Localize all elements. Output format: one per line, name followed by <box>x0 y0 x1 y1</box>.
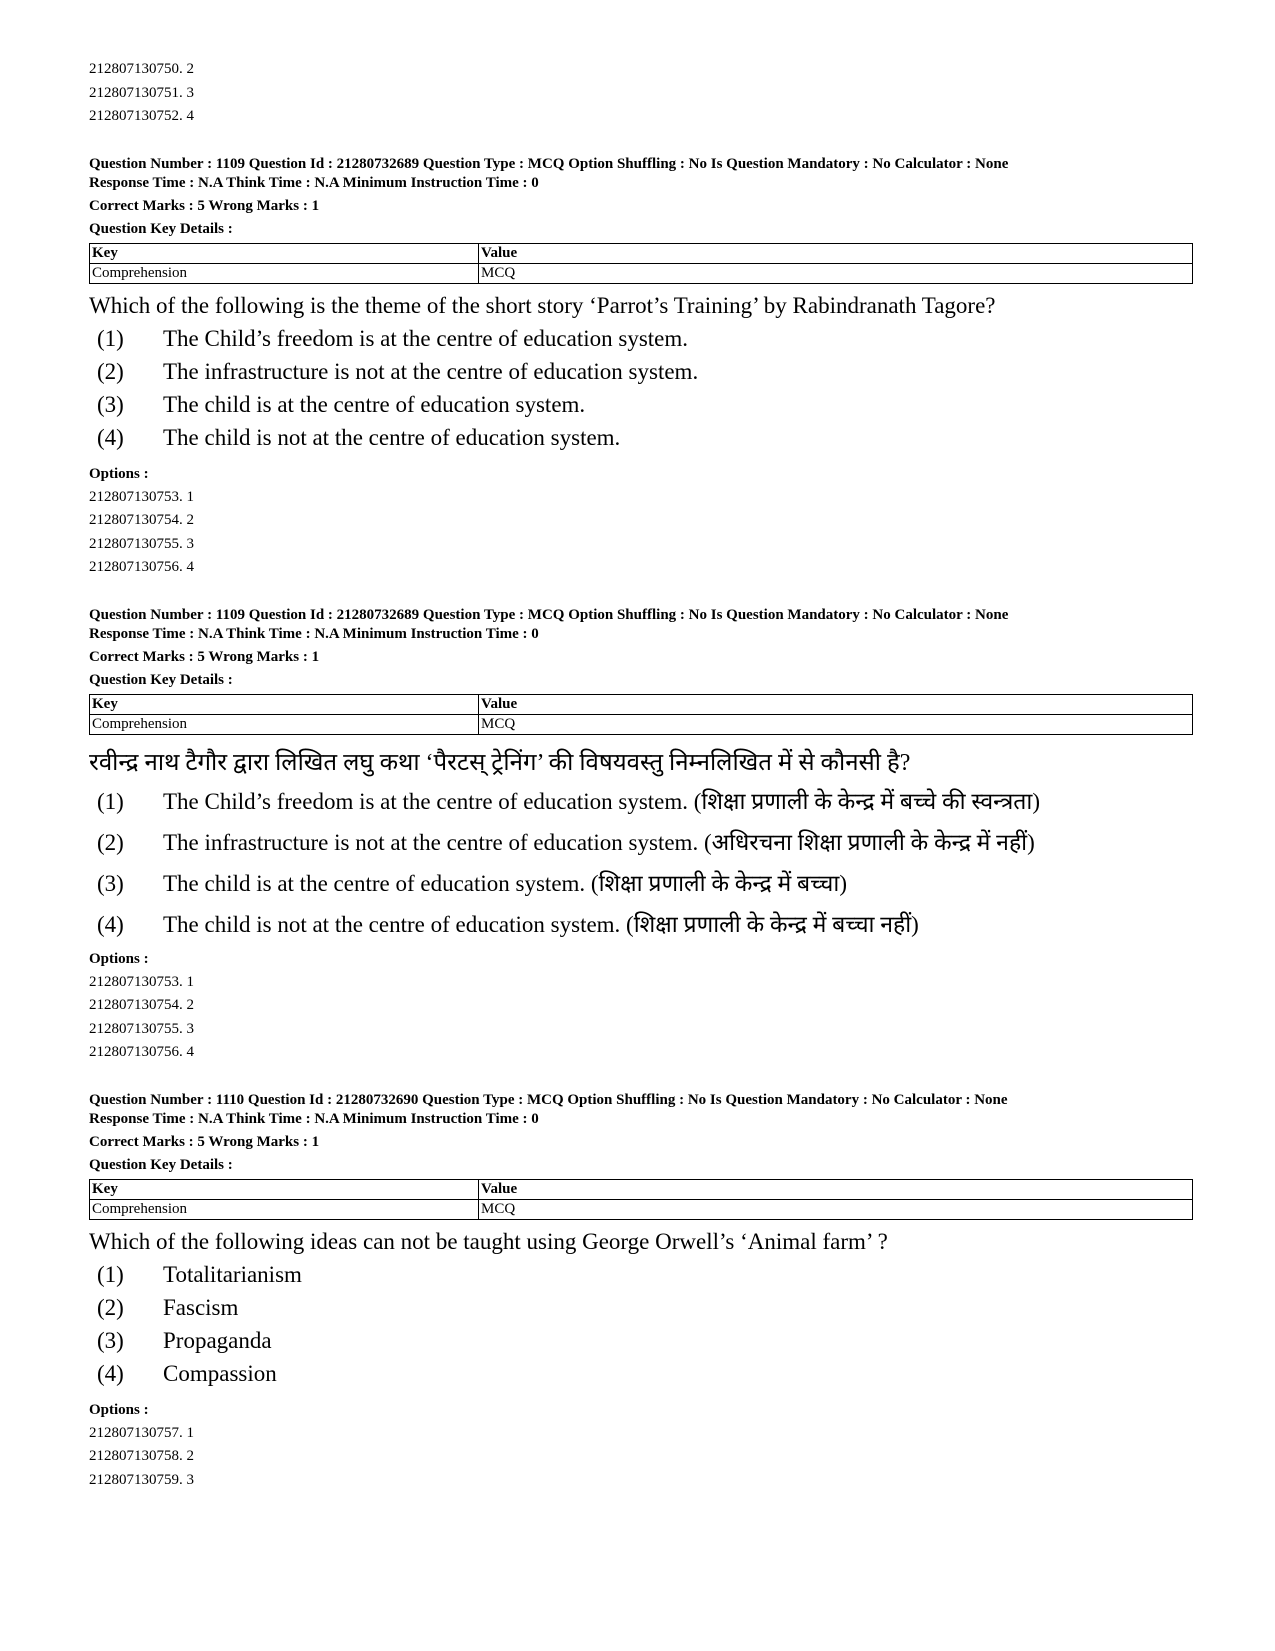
choice-number: (2) <box>97 829 124 855</box>
option-id: 212807130753. 1 <box>89 973 194 990</box>
choice-number: (1) <box>97 325 124 351</box>
option-id: 212807130757. 1 <box>89 1424 194 1441</box>
question-meta: Question Number : 1109 Question Id : 21280732689 Question Type : MCQ Option Shuffling : No Is Question Mandatory : No Calculator : None <box>89 606 1009 623</box>
question-meta: Question Number : 1109 Question Id : 21280732689 Question Type : MCQ Option Shuffling : No Is Question Mandatory : No Calculator : None <box>89 155 1009 172</box>
option-id: 212807130755. 3 <box>89 1020 194 1037</box>
choice-item <box>89 781 1199 822</box>
choice-text: The Child’s freedom is at the centre of education system. <box>163 325 689 351</box>
key-details-table <box>89 694 1193 735</box>
table-header-value: Value <box>479 243 1193 263</box>
option-id: 212807130752. 4 <box>89 108 194 124</box>
choice-number: (1) <box>97 788 124 814</box>
choice-text: Totalitarianism <box>163 1261 302 1287</box>
key-details-label: Question Key Details : <box>89 220 233 237</box>
choice-item <box>89 1357 1199 1390</box>
table-cell-key: Comprehension <box>90 263 479 283</box>
option-id: 212807130756. 4 <box>89 559 194 575</box>
option-id: 212807130759. 3 <box>89 1471 194 1488</box>
key-details-label: Question Key Details : <box>89 671 233 688</box>
question-text: Which of the following is the theme of the short story ‘Parrot’s Training’ by Rabindranath Tagore? <box>89 292 996 318</box>
choice-text: The child is at the centre of education system. <box>163 391 586 417</box>
choice-item <box>89 863 1199 904</box>
options-label: Options : <box>89 1401 149 1418</box>
choice-text: Fascism <box>163 1294 239 1320</box>
key-details-table <box>89 1179 1193 1220</box>
choice-text: The infrastructure is not at the centre of education system. (अधिरचना शिक्षा प्रणाली के केन्द्र में नहीं) <box>163 829 1035 855</box>
choice-text: The infrastructure is not at the centre of education system. <box>163 358 699 384</box>
choice-number: (4) <box>97 424 124 450</box>
option-id: 212807130751. 3 <box>89 84 194 101</box>
table-header-key: Key <box>90 694 479 714</box>
document-page <box>89 58 1199 1492</box>
question-marks: Correct Marks : 5 Wrong Marks : 1 <box>89 1133 320 1150</box>
table-cell-key: Comprehension <box>90 1199 479 1219</box>
question-block <box>89 1091 1199 1493</box>
choice-text: Compassion <box>163 1360 277 1386</box>
choice-number: (2) <box>97 1294 124 1320</box>
choice-item <box>89 322 1199 355</box>
table-header-key: Key <box>90 1179 479 1199</box>
key-details-label: Question Key Details : <box>89 1156 233 1173</box>
question-text: रवीन्द्र नाथ टैगौर द्वारा लिखित लघु कथा ‘पैरटस् ट्रेनिंग’ की विषयवस्तु निम्नलिखित में से कौनसी है? <box>89 749 911 776</box>
choice-item <box>89 388 1199 421</box>
choice-number: (4) <box>97 911 124 937</box>
choice-item <box>89 1324 1199 1357</box>
question-body <box>89 745 1199 945</box>
choice-number: (3) <box>97 1327 124 1353</box>
question-text: Which of the following ideas can not be taught using George Orwell’s ‘Animal farm’ ? <box>89 1228 888 1254</box>
question-marks: Correct Marks : 5 Wrong Marks : 1 <box>89 197 320 214</box>
question-block <box>89 606 1199 1065</box>
table-header-key: Key <box>90 243 479 263</box>
option-id: 212807130753. 1 <box>89 488 194 505</box>
option-id: 212807130758. 2 <box>89 1448 194 1464</box>
option-id: 212807130755. 3 <box>89 535 194 552</box>
question-meta: Question Number : 1110 Question Id : 21280732690 Question Type : MCQ Option Shuffling : No Is Question Mandatory : No Calculator : None <box>89 1091 1008 1108</box>
choice-item <box>89 904 1199 945</box>
table-header-value: Value <box>479 694 1193 714</box>
choice-text: The child is not at the centre of education system. (शिक्षा प्रणाली के केन्द्र में बच्चा नहीं) <box>163 911 919 937</box>
choice-item <box>89 1258 1199 1291</box>
choice-number: (3) <box>97 391 124 417</box>
option-id: 212807130756. 4 <box>89 1044 194 1060</box>
question-marks: Correct Marks : 5 Wrong Marks : 1 <box>89 648 320 665</box>
options-label: Options : <box>89 950 149 967</box>
key-details-table <box>89 243 1193 284</box>
choice-text: The child is at the centre of education system. (शिक्षा प्रणाली के केन्द्र में बच्चा) <box>163 870 848 896</box>
choice-item <box>89 355 1199 388</box>
question-timing: Response Time : N.A Think Time : N.A Minimum Instruction Time : 0 <box>89 625 539 642</box>
choice-text: Propaganda <box>163 1327 272 1353</box>
choice-item <box>89 421 1199 454</box>
table-cell-value: MCQ <box>479 263 1193 283</box>
top-option-list <box>89 58 1199 129</box>
choice-text: The child is not at the centre of education system. <box>163 424 621 450</box>
option-id: 212807130750. 2 <box>89 61 194 77</box>
choice-number: (3) <box>97 870 124 896</box>
choice-text: The Child’s freedom is at the centre of education system. (शिक्षा प्रणाली के केन्द्र में बच्चे की स्वन्त्रता) <box>163 788 1041 814</box>
table-header-value: Value <box>479 1179 1193 1199</box>
option-id: 212807130754. 2 <box>89 512 194 528</box>
question-timing: Response Time : N.A Think Time : N.A Minimum Instruction Time : 0 <box>89 174 539 191</box>
table-cell-value: MCQ <box>479 714 1193 734</box>
question-timing: Response Time : N.A Think Time : N.A Minimum Instruction Time : 0 <box>89 1110 539 1127</box>
options-label: Options : <box>89 465 149 482</box>
table-cell-key: Comprehension <box>90 714 479 734</box>
option-id: 212807130754. 2 <box>89 997 194 1013</box>
question-block <box>89 155 1199 580</box>
choice-item <box>89 1291 1199 1324</box>
choice-number: (4) <box>97 1360 124 1386</box>
choice-number: (1) <box>97 1261 124 1287</box>
choice-number: (2) <box>97 358 124 384</box>
choice-item <box>89 822 1199 863</box>
table-cell-value: MCQ <box>479 1199 1193 1219</box>
